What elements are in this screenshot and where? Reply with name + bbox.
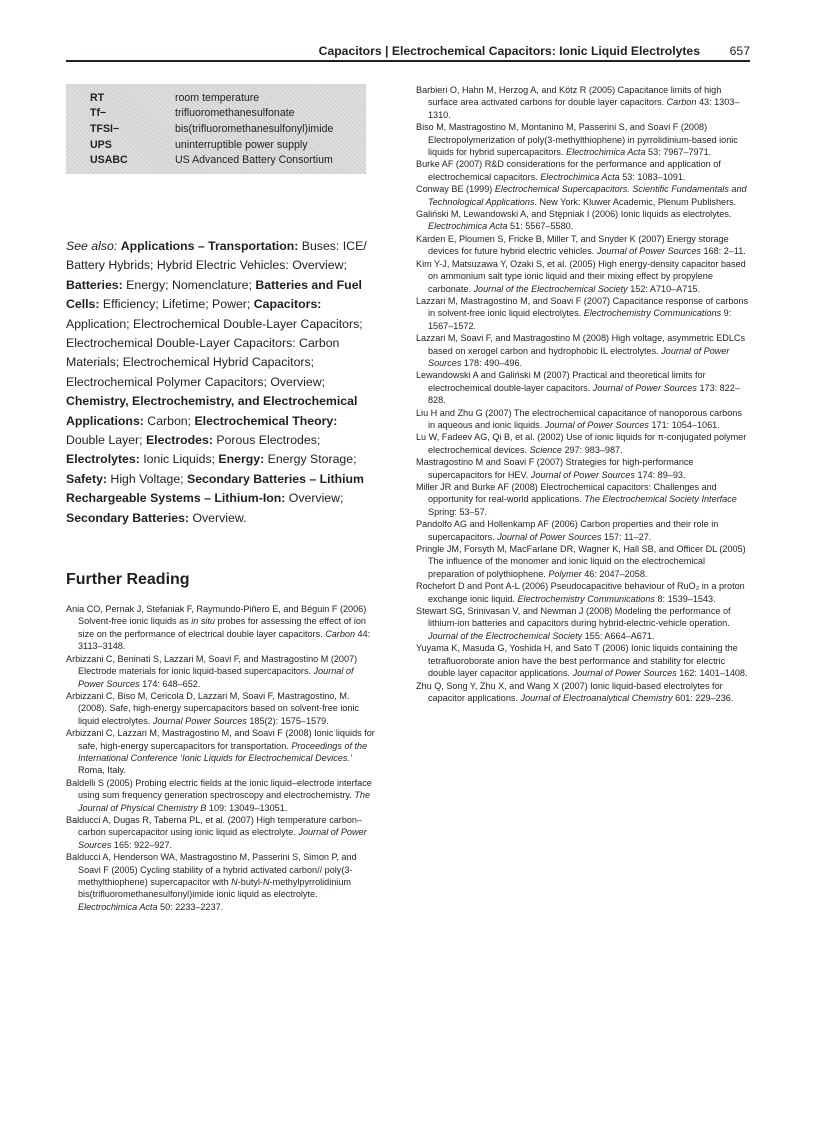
see-also-link[interactable]: Safety: <box>66 471 108 486</box>
see-also-text[interactable]: Double Layer; <box>66 433 146 448</box>
abbreviation-row <box>66 90 366 106</box>
see-also-link[interactable]: Secondary Batteries: <box>66 510 190 525</box>
reference-item: Kim Y-J, Matsuzawa Y, Ozaki S, et al. (2005) High energy-density capacitor based on ammonium salt type ionic liquid and their mixing effect by propylene carbonate. Journal of the Electrochemical Society 152: A710–A715. <box>416 258 746 294</box>
see-also-text[interactable]: Buses: ICE/ Battery Hybrids; Hybrid Electric Vehicles: Overview; <box>66 238 367 273</box>
see-also-text[interactable]: Overview. <box>189 510 247 525</box>
see-also-link[interactable]: Batteries and Fuel Cells: <box>66 277 362 312</box>
abbreviation-term: Tf− <box>90 107 107 120</box>
see-also-link[interactable]: Electrolytes: <box>66 452 140 467</box>
reference-item: Baldelli S (2005) Probing electric fields at the ionic liquid–electrode interface using sum frequency generation spectroscopy and electrochemistry. The Journal of Physical Chemistry B 109: 13049–13051. <box>66 777 372 813</box>
left-column <box>66 84 378 913</box>
see-also-text[interactable]: Efficiency; Lifetime; Power; <box>99 297 254 312</box>
reference-item: Mastragostino M and Soavi F (2007) Strategies for high-performance supercapacitors for HEV. Journal of Power Sources 174: 89–93. <box>416 457 694 480</box>
reference-item: Miller JR and Burke AF (2008) Electrochemical capacitors: Challenges and opportunity for real-world applications. The Electrochemical Society Interface Spring: 53–57. <box>416 482 737 517</box>
abbreviation-definition: uninterruptible power supply <box>175 138 308 151</box>
reference-item: Balducci A, Henderson WA, Mastragostino M, Passerini S, Simon P, and Soavi F (2005) Cycling stability of a hybrid activated carbon// poly(3-methylthiophene) supercapacitor with N-butyl-N-methylpyrrolidinium bis(trifluoromethanesulfonyl)imide ionic liquid as electrolyte. Electrochimica Acta 50: 2233–2237. <box>66 852 357 912</box>
see-also-text[interactable]: Energy Storage; <box>264 452 357 467</box>
see-also-text[interactable]: Overview; <box>285 491 344 506</box>
abbreviation-term: RT <box>90 91 105 104</box>
reference-item: Lewandowski A and Galiński M (2007) Practical and theoretical limits for electrochemical double-layer capacitors. Journal of Power Sources 173: 822–828. <box>416 370 740 406</box>
see-also-paragraph <box>66 237 378 528</box>
right-column <box>416 84 750 704</box>
abbreviation-term: USABC <box>90 154 128 167</box>
further-reading-heading: Further Reading <box>66 571 190 589</box>
see-also-link[interactable]: Energy: <box>218 452 265 467</box>
abbreviation-term: UPS <box>90 138 112 151</box>
page-number: 657 <box>729 44 750 58</box>
running-header <box>66 40 750 60</box>
see-also-link[interactable]: Electrochemical Theory: <box>194 413 338 428</box>
reference-item: Zhu Q, Song Y, Zhu X, and Wang X (2007) Ionic liquid-based electrolytes for capacitor applications. Journal of Electroanalytical Chemistry 601: 229–236. <box>416 680 734 703</box>
see-also-link[interactable]: Capacitors: <box>253 297 322 312</box>
reference-item: Galiński M, Lewandowski A, and Stępniak I (2006) Ionic liquids as electrolytes. Electrochimica Acta 51: 5567–5580. <box>416 209 732 232</box>
reference-item: Rochefort D and Pont A-L (2006) Pseudocapacitive behaviour of RuO₂ in a proton exchange ionic liquid. Electrochemistry Communications 8: 1539–1543. <box>416 581 745 604</box>
abbreviation-definition: room temperature <box>175 91 260 104</box>
references-left <box>66 603 378 913</box>
see-also-link[interactable]: Secondary Batteries – Lithium Rechargeable Systems – Lithium-Ion: <box>66 471 364 506</box>
reference-item: Barbieri O, Hahn M, Herzog A, and Kötz R (2005) Capacitance limits of high surface area activated carbons for double layer capacitors. Carbon 43: 1303–1310. <box>416 85 740 120</box>
reference-item: Burke AF (2007) R&D considerations for the performance and application of electrochemical capacitors. Electrochimica Acta 53: 1083–1091. <box>416 159 721 182</box>
abbreviation-row <box>66 106 366 122</box>
reference-item: Liu H and Zhu G (2007) The electrochemical capacitance of nanoporous carbons in aqueous and ionic liquids. Journal of Power Sources 171: 1054–1061. <box>416 407 742 430</box>
abbreviation-row <box>66 137 366 153</box>
reference-item: Pandolfo AG and Hollenkamp AF (2006) Carbon properties and their role in supercapacitors. Journal of Power Sources 157: 11–27. <box>416 519 719 542</box>
see-also-link[interactable]: Batteries: <box>66 277 123 292</box>
reference-item: Balducci A, Dugas R, Taberna PL, et al. (2007) High temperature carbon–carbon supercapacitor using ionic liquid as electrolyte. Journal of Power Sources 165: 922–927. <box>66 814 367 850</box>
abbreviation-row <box>66 152 366 168</box>
reference-item: Biso M, Mastragostino M, Montanino M, Passerini S, and Soavi F (2008) Electropolymerization of poly(3-methylthiophene) in pyrrolidinium-based ionic liquids for hybrid supercapacitors. Electrochimica Acta 53: 7967–7971. <box>416 122 738 158</box>
reference-item: Lazzari M, Mastragostino M, and Soavi F (2007) Capacitance response of carbons in solvent-free ionic liquid electrolytes. Electrochemistry Communications 9: 1567–1572. <box>416 295 749 331</box>
references-right <box>416 84 750 704</box>
see-also-link[interactable]: Electrodes: <box>145 433 213 448</box>
see-also-text[interactable]: Application; Electrochemical Double-Layer Capacitors; Electrochemical Double-Layer Capacitors: Carbon Materials; Electrochemical Hybrid Capacitors; Electrochemical Polymer Capacitors; Overview; <box>66 316 363 389</box>
reference-item: Stewart SG, Srinivasan V, and Newman J (2008) Modeling the performance of lithium-ion batteries and capacitors during hybrid-electric-vehicle operation. Journal of the Electrochemical Society 155: A664–A671. <box>416 606 731 641</box>
reference-item: Ania CO, Pernak J, Stefaniak F, Raymundo-Piñero E, and Béguin F (2006) Solvent-free ionic liquids as in situ probes for assessing the effect of ion size on the performance of electrical double layer capacitors. Carbon 44: 3113–3148. <box>66 604 371 652</box>
see-also-link[interactable]: Applications – Transportation: <box>120 238 299 253</box>
running-title: Capacitors | Electrochemical Capacitors: Ionic Liquid Electrolytes <box>318 44 700 58</box>
see-also-lead: See also: <box>66 238 118 253</box>
reference-item: Arbizzani C, Biso M, Cericola D, Lazzari M, Soavi F, Mastragostino, M. (2008). Safe, high-energy supercapacitors based on solvent-free ionic liquid electrolytes. Journal Power Sources 185(2): 1575–1579. <box>66 690 360 726</box>
reference-item: Arbizzani C, Lazzari M, Mastragostino M, and Soavi F (2008) Ionic liquids for safe, high-energy supercapacitors for transportation. Proceedings of the International Conference ‘Ionic Liquids for Electrochemical Devices.’ Roma, Italy. <box>66 728 375 776</box>
reference-item: Karden E, Ploumen S, Fricke B, Miller T, and Snyder K (2007) Energy storage devices for future hybrid electric vehicles. Journal of Power Sources 168: 2–11. <box>416 233 746 257</box>
see-also-text[interactable]: Energy; Nomenclature; <box>122 277 256 292</box>
see-also-text[interactable]: High Voltage; <box>107 471 187 486</box>
reference-item: Conway BE (1999) Electrochemical Supercapacitors. Scientific Fundamentals and Technological Applications. New York: Kluwer Academic, Plenum Publishers. <box>416 184 747 207</box>
abbreviations-box <box>66 84 366 174</box>
abbreviation-row <box>66 121 366 137</box>
reference-item: Lu W, Fadeev AG, Qi B, et al. (2002) Use of ionic liquids for π-conjugated polymer electrochemical devices. Science 297: 983–987. <box>416 432 747 455</box>
reference-item: Pringle JM, Forsyth M, MacFarlane DR, Wagner K, Hall SB, and Officer DL (2005) The influence of the monomer and ionic liquid on the electrochemical preparation of polythiophene. Polymer 46: 2047–2058. <box>416 544 746 579</box>
abbreviation-definition: trifluoromethanesulfonate <box>175 107 295 120</box>
see-also-link[interactable]: Chemistry, Electrochemistry, and Electrochemical Applications: <box>66 394 358 428</box>
abbreviation-definition: US Advanced Battery Consortium <box>175 154 333 167</box>
abbreviation-definition: bis(trifluoromethanesulfonyl)imide <box>175 122 334 135</box>
see-also-text[interactable]: Porous Electrodes; <box>212 433 321 448</box>
see-also-text[interactable]: Ionic Liquids; <box>139 452 219 467</box>
reference-item: Lazzari M, Soavi F, and Mastragostino M (2008) High voltage, asymmetric EDLCs based on xerogel carbon and hydrophobic IL electrolytes. Journal of Power Sources 178: 490–496. <box>416 333 746 368</box>
reference-item: Yuyama K, Masuda G, Yoshida H, and Sato T (2006) Ionic liquids containing the tetrafluoroborate anion have the best performance and stability for electric double layer capacitor applications. Journal of Power Sources 162: 1401–1408. <box>416 643 748 679</box>
reference-item: Arbizzani C, Beninati S, Lazzari M, Soavi F, and Mastragostino M (2007) Electrode materials for ionic liquid-based supercapacitors. Journal of Power Sources 174: 648–652. <box>66 653 358 689</box>
header-rule <box>66 60 750 62</box>
abbreviation-term: TFSI− <box>90 122 120 135</box>
see-also-text[interactable]: Carbon; <box>143 413 195 428</box>
